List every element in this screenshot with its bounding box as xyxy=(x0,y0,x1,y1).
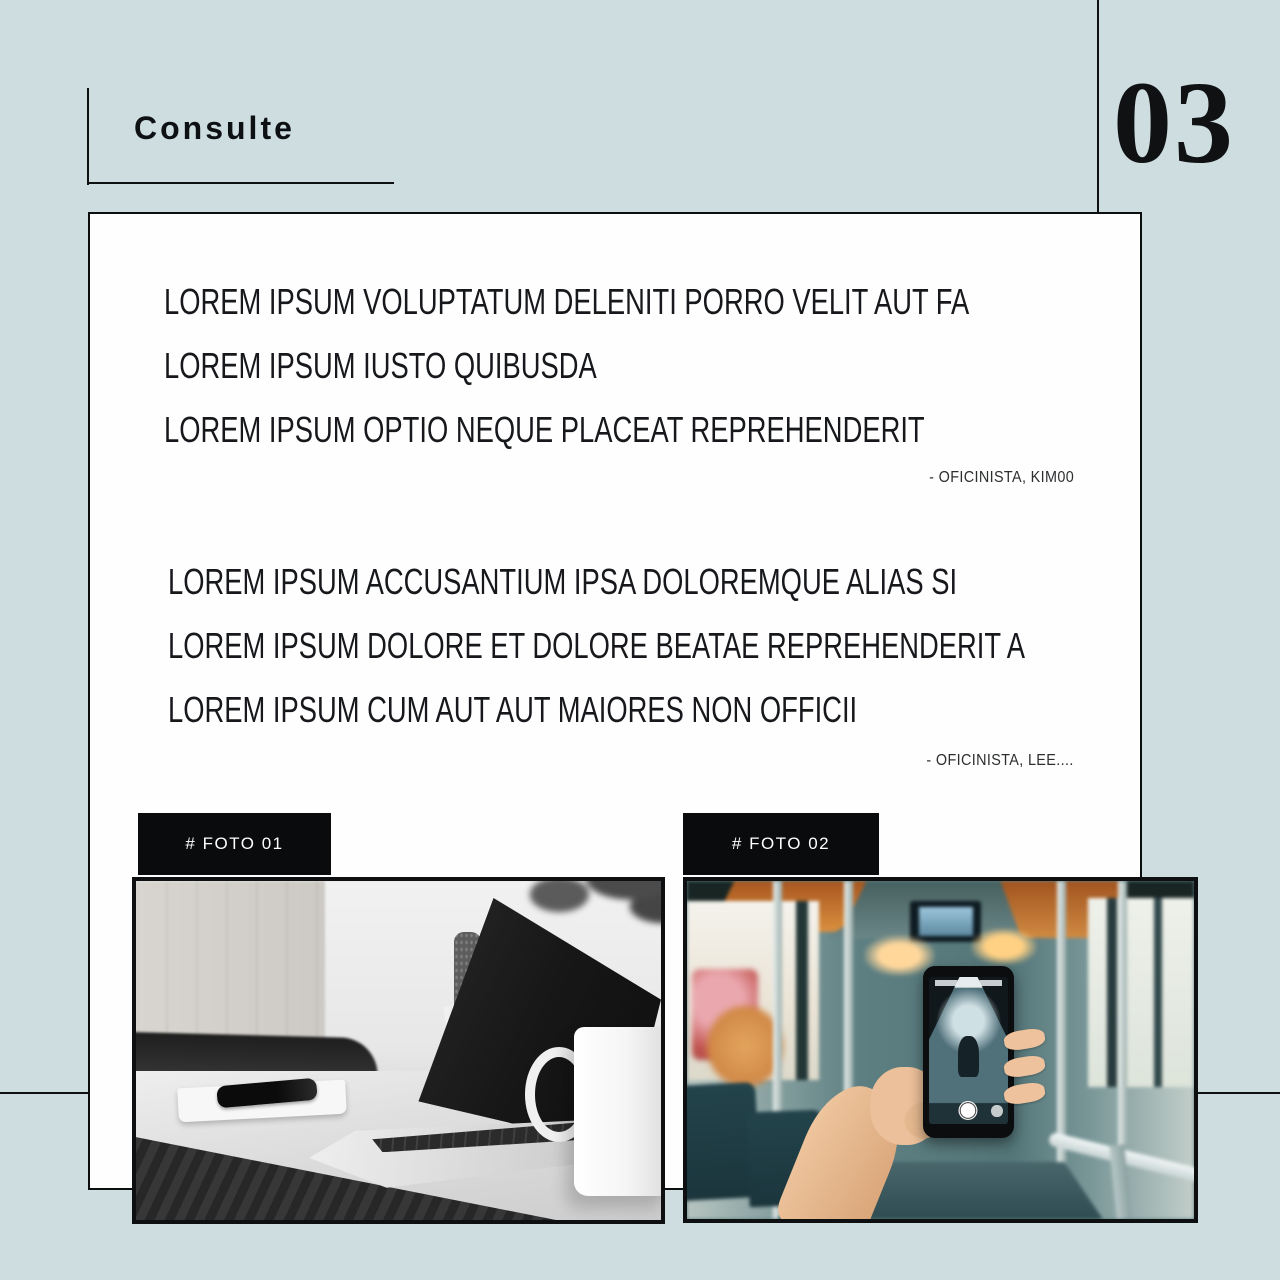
handrail-pole xyxy=(1118,881,1127,1145)
quote-attribution-2: - OFICINISTA, LEE.... xyxy=(926,752,1074,769)
quote-line: LOREM IPSUM VOLUPTATUM DELENITI PORRO VELIT AUT FA xyxy=(164,281,970,322)
passenger-blur xyxy=(707,1006,783,1087)
photo-1-laptop-desk xyxy=(132,877,665,1224)
photo-1-label xyxy=(138,813,331,875)
quote-line: LOREM IPSUM DOLORE ET DOLORE BEATAE REPREHENDERIT A xyxy=(168,625,1025,666)
photo-2-tram-phone xyxy=(683,877,1198,1223)
quote-line: LOREM IPSUM ACCUSANTIUM IPSA DOLOREMQUE ALIAS SI xyxy=(168,561,958,602)
title-underline xyxy=(87,182,394,184)
window-right xyxy=(1088,898,1194,1087)
photo-2-label-text: # FOTO 02 xyxy=(731,834,831,853)
camera-top-icons xyxy=(935,980,1002,985)
quote-attribution-1: - OFICINISTA, KIM00 xyxy=(929,469,1074,486)
page-number: 03 xyxy=(1113,57,1235,188)
title-left-rule xyxy=(87,88,89,185)
quote-line: LOREM IPSUM IUSTO QUIBUSDA xyxy=(164,345,597,386)
camera-mode-button xyxy=(991,1105,1002,1118)
photo-1-label-text: # FOTO 01 xyxy=(185,834,284,853)
quote-line: LOREM IPSUM OPTIO NEQUE PLACEAT REPREHENDERIT xyxy=(164,409,925,450)
coffee-mug xyxy=(574,1027,665,1197)
header-right-rule xyxy=(1097,0,1099,212)
quote-block-2 xyxy=(168,550,1280,742)
ceiling-light xyxy=(971,928,1037,965)
quote-line: LOREM IPSUM CUM AUT AUT MAIORES NON OFFICII xyxy=(168,689,858,730)
camera-view-silhouette xyxy=(958,1036,979,1077)
page-title: Consulte xyxy=(134,110,295,146)
camera-shutter-button xyxy=(959,1101,978,1120)
photo-2-label xyxy=(683,813,879,875)
smartphone xyxy=(923,966,1014,1138)
smartphone-screen xyxy=(929,977,1008,1124)
handrail-pole xyxy=(844,881,853,1118)
quote-block-1 xyxy=(164,270,1224,462)
